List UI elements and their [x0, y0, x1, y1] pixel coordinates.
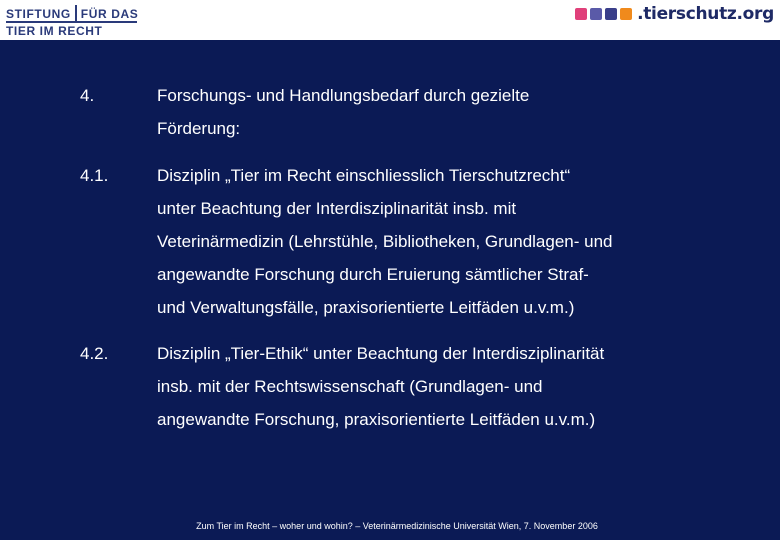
section-number: 4. — [80, 86, 95, 105]
section-line: Veterinärmedizin (Lehrstühle, Bibliotheken, Grundlagen- und — [157, 232, 613, 251]
header-bar — [0, 0, 780, 40]
section-line: Förderung: — [157, 119, 241, 138]
logo-square-3 — [605, 8, 617, 20]
section-line: angewandte Forschung, praxisorientierte Leitfäden u.v.m.) — [157, 410, 596, 429]
slide-footer — [0, 521, 780, 531]
section-line: Disziplin „Tier im Recht einschliesslich Tierschutzrecht“ — [157, 166, 571, 185]
logo-square-2 — [590, 8, 602, 20]
logo-text-stiftung: STIFTUNG — [6, 7, 71, 21]
section-line: und Verwaltungsfälle, praxisorientierte Leitfäden u.v.m.) — [157, 298, 575, 317]
section-line: insb. mit der Rechtswissenschaft (Grundlagen- und — [157, 377, 543, 396]
section-text — [157, 337, 757, 436]
footer-text: Zum Tier im Recht – woher und wohin? – Veterinärmedizinische Universität Wien, 7. November 2006 — [196, 521, 598, 531]
section-line: Forschungs- und Handlungsbedarf durch gezielte — [157, 86, 530, 105]
logo-divider-bar — [75, 5, 77, 22]
logo-square-1 — [575, 8, 587, 20]
section-number: 4.2. — [80, 344, 109, 363]
slide-content — [0, 40, 780, 540]
logo-text-tierschutz-org: .tierschutz.org — [637, 4, 774, 24]
logo-text-tier-im-recht: TIER IM RECHT — [6, 24, 103, 38]
section-number: 4.1. — [80, 166, 109, 185]
logo-square-4 — [620, 8, 632, 20]
section-text — [157, 159, 757, 324]
stiftung-tier-im-recht-logo — [6, 3, 141, 37]
tierschutz-org-logo — [575, 3, 774, 25]
logo-text-fuer-das: FÜR DAS — [80, 7, 139, 21]
section-line: unter Beachtung der Interdisziplinarität insb. mit — [157, 199, 517, 218]
section-text — [157, 79, 757, 145]
logo-underline — [6, 21, 137, 23]
section-line: angewandte Forschung durch Eruierung sämtlicher Straf- — [157, 265, 589, 284]
section-line: Disziplin „Tier-Ethik“ unter Beachtung der Interdisziplinarität — [157, 344, 605, 363]
